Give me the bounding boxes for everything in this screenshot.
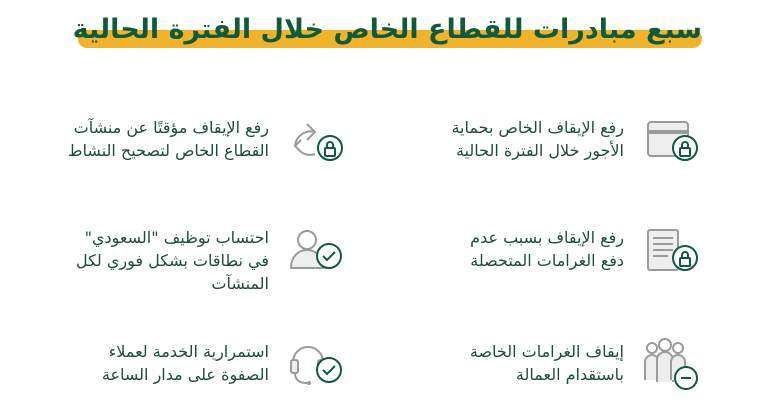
headset-check-icon — [285, 336, 355, 406]
initiative-text: رفع الإيقاف بسبب عدم دفع الغرامات المتحصلة — [470, 228, 624, 270]
document-lock-icon — [640, 222, 710, 292]
page-title: سبع مبادرات للقطاع الخاص خلال الفترة الحالية — [72, 14, 702, 45]
initiative-text: احتساب توظيف "السعودي" في نطاقات بشكل فوري لكل المنشآت — [75, 228, 269, 293]
wallet-lock-icon — [640, 112, 710, 182]
refresh-lock-icon — [285, 112, 355, 182]
initiative-temporary-lift — [25, 112, 355, 182]
initiative-recruitment-fines — [380, 336, 710, 406]
initiative-elite-service — [25, 336, 355, 406]
initiative-text: رفع الإيقاف مؤقتًا عن منشآت القطاع الخاص لتصحيح النشاط — [67, 118, 269, 160]
initiative-saudi-employment — [25, 222, 355, 292]
workers-minus-icon — [640, 336, 710, 406]
initiative-unpaid-fines — [380, 222, 710, 292]
initiative-wage-protection — [380, 112, 710, 182]
initiative-text: رفع الإيقاف الخاص بحماية الأجور خلال الفترة الحالية — [451, 118, 624, 160]
initiative-text: استمرارية الخدمة لعملاء الصفوة على مدار الساعة — [101, 342, 269, 384]
person-check-icon — [285, 222, 355, 292]
title-banner — [72, 12, 702, 48]
initiative-text: إيقاف الغرامات الخاصة باستقدام العمالة — [469, 342, 624, 384]
